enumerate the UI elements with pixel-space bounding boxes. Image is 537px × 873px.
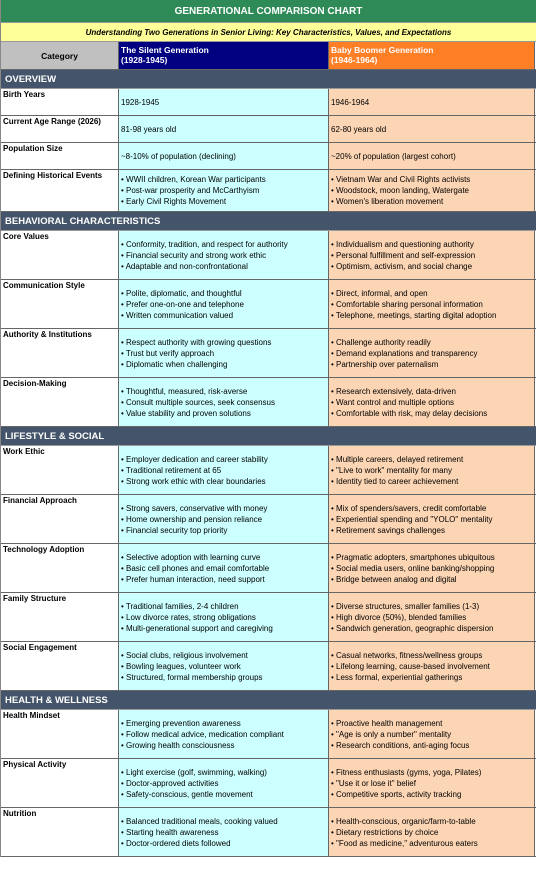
- silent-cell: [119, 808, 329, 856]
- cell-line: • Early Civil Rights Movement: [121, 197, 227, 206]
- cell-line: 62-80 years old: [331, 124, 387, 134]
- cell-line: • Dietary restrictions by choice: [331, 827, 439, 837]
- row-category: Authority & Institutions: [1, 329, 119, 377]
- cell-line: • Partnership over paternalism: [331, 359, 439, 369]
- cell-line: • Financial security top priority: [121, 525, 228, 535]
- boomer-cell: [329, 593, 535, 641]
- boomer-cell: [329, 378, 535, 426]
- cell-line: • Basic cell phones and email comfortable: [121, 563, 270, 573]
- section-behavioral: BEHAVIORAL CHARACTERISTICS: [1, 212, 536, 231]
- cell-line: • Doctor-approved activities: [121, 778, 219, 788]
- cell-line: • Sandwich generation, geographic dispersion: [331, 623, 494, 633]
- cell-line: • Proactive health management: [331, 718, 443, 728]
- row-category: Population Size: [1, 143, 119, 169]
- row-category: Core Values: [1, 231, 119, 279]
- silent-cell: [119, 642, 329, 690]
- boomer-cell: [329, 495, 535, 543]
- silent-cell: [119, 280, 329, 328]
- cell-line: • Follow medical advice, medication compliant: [121, 729, 284, 739]
- section-lifestyle-social: LIFESTYLE & SOCIAL: [1, 427, 536, 446]
- silent-cell: [119, 378, 329, 426]
- row-category: Birth Years: [1, 89, 119, 115]
- silent-cell: [119, 89, 329, 115]
- cell-line: • Thoughtful, measured, risk-averse: [121, 386, 248, 396]
- cell-line: 81-98 years old: [121, 124, 177, 134]
- table-row: [1, 495, 536, 544]
- table-row: [1, 642, 536, 691]
- cell-line: • Bridge between analog and digital: [331, 574, 457, 584]
- cell-line: • Mix of spenders/savers, credit comfortable: [331, 503, 487, 513]
- table-row: [1, 808, 536, 857]
- row-category: Work Ethic: [1, 446, 119, 494]
- silent-cell: [119, 329, 329, 377]
- boomer-cell: [329, 280, 535, 328]
- cell-line: • Personal fulfillment and self-expression: [331, 250, 476, 260]
- cell-line: • Growing health consciousness: [121, 740, 235, 750]
- boomer-cell: [329, 808, 535, 856]
- cell-line: • Selective adoption with learning curve: [121, 552, 261, 562]
- cell-line: • Less formal, experiential gatherings: [331, 672, 463, 682]
- header-boomer-years: (1946-1964): [331, 55, 378, 65]
- cell-line: • Fitness enthusiasts (gyms, yoga, Pilates): [331, 767, 482, 777]
- table-row: [1, 593, 536, 642]
- table-row: [1, 170, 536, 212]
- cell-line: • Comfortable with risk, may delay decisions: [331, 408, 488, 418]
- cell-line: • Demand explanations and transparency: [331, 348, 478, 358]
- boomer-cell: [329, 231, 535, 279]
- table-row: [1, 143, 536, 170]
- cell-line: • Adaptable and non-confrontational: [121, 261, 248, 271]
- cell-line: • Research extensively, data-driven: [331, 386, 456, 396]
- row-category: Communication Style: [1, 280, 119, 328]
- table-row: [1, 116, 536, 143]
- cell-line: • Emerging prevention awareness: [121, 718, 241, 728]
- row-category: Financial Approach: [1, 495, 119, 543]
- cell-line: • Competitive sports, activity tracking: [331, 789, 462, 799]
- boomer-cell: [329, 710, 535, 758]
- cell-line: • Direct, informal, and open: [331, 288, 428, 298]
- cell-line: • Prefer human interaction, need support: [121, 574, 265, 584]
- boomer-cell: [329, 642, 535, 690]
- silent-cell: [119, 759, 329, 807]
- cell-line: • Telephone, meetings, starting digital adoption: [331, 310, 497, 320]
- cell-line: • Retirement savings challenges: [331, 525, 445, 535]
- cell-line: • Respect authority with growing questions: [121, 337, 272, 347]
- section-health-wellness: HEALTH & WELLNESS: [1, 691, 536, 710]
- boomer-cell: [329, 143, 535, 169]
- cell-line: • Value stability and proven solutions: [121, 408, 251, 418]
- header-boomer-name: Baby Boomer Generation: [331, 45, 434, 55]
- cell-line: • Structured, formal membership groups: [121, 672, 263, 682]
- table-row: [1, 759, 536, 808]
- silent-cell: [119, 231, 329, 279]
- cell-line: • Post-war prosperity and McCarthyism: [121, 186, 260, 195]
- cell-line: • Strong savers, conservative with money: [121, 503, 268, 513]
- silent-cell: [119, 544, 329, 592]
- cell-line: • Want control and multiple options: [331, 397, 455, 407]
- cell-line: 1928-1945: [121, 97, 160, 107]
- cell-line: • Health-conscious, organic/farm-to-table: [331, 816, 476, 826]
- silent-cell: [119, 593, 329, 641]
- table-row: [1, 446, 536, 495]
- boomer-cell: [329, 446, 535, 494]
- table-row: [1, 89, 536, 116]
- row-category: Social Engagement: [1, 642, 119, 690]
- silent-cell: [119, 170, 329, 211]
- table-row: [1, 710, 536, 759]
- cell-line: ~8-10% of population (declining): [121, 151, 236, 161]
- table-row: [1, 329, 536, 378]
- boomer-cell: [329, 759, 535, 807]
- table-row: [1, 280, 536, 329]
- table-row: [1, 544, 536, 593]
- silent-cell: [119, 446, 329, 494]
- cell-line: • Individualism and questioning authority: [331, 239, 474, 249]
- row-category: Decision-Making: [1, 378, 119, 426]
- cell-line: • Women's liberation movement: [331, 197, 444, 206]
- cell-line: • Consult multiple sources, seek consensus: [121, 397, 275, 407]
- silent-cell: [119, 143, 329, 169]
- row-category: Defining Historical Events: [1, 170, 119, 211]
- boomer-cell: [329, 116, 535, 142]
- cell-line: • Written communication valued: [121, 310, 234, 320]
- cell-line: • Financial security and strong work ethic: [121, 250, 267, 260]
- boomer-cell: [329, 544, 535, 592]
- cell-line: • "Age is only a number" mentality: [331, 729, 452, 739]
- boomer-cell: [329, 170, 535, 211]
- row-category: Family Structure: [1, 593, 119, 641]
- boomer-cell: [329, 89, 535, 115]
- row-category: Health Mindset: [1, 710, 119, 758]
- silent-cell: [119, 710, 329, 758]
- chart-title: GENERATIONAL COMPARISON CHART: [1, 0, 536, 23]
- table-row: [1, 231, 536, 280]
- cell-line: • Social clubs, religious involvement: [121, 650, 248, 660]
- cell-line: • Conformity, tradition, and respect for authority: [121, 239, 288, 249]
- cell-line: • Employer dedication and career stability: [121, 454, 268, 464]
- cell-line: • "Food as medicine," adventurous eaters: [331, 838, 478, 848]
- cell-line: • Multiple careers, delayed retirement: [331, 454, 464, 464]
- cell-line: • Diverse structures, smaller families (1-3): [331, 601, 480, 611]
- cell-line: • Social media users, online banking/shopping: [331, 563, 495, 573]
- cell-line: • "Use it or lose it" belief: [331, 778, 416, 788]
- cell-line: • Doctor-ordered diets followed: [121, 838, 231, 848]
- cell-line: • Prefer one-on-one and telephone: [121, 299, 244, 309]
- silent-cell: [119, 495, 329, 543]
- cell-line: • "Live to work" mentality for many: [331, 465, 452, 475]
- cell-line: 1946-1964: [331, 97, 370, 107]
- cell-line: • WWII children, Korean War participants: [121, 175, 266, 184]
- cell-line: • Trust but verify approach: [121, 348, 215, 358]
- header-silent-generation: [119, 42, 329, 69]
- boomer-cell: [329, 329, 535, 377]
- cell-line: • Multi-generational support and caregiving: [121, 623, 273, 633]
- cell-line: • Home ownership and pension reliance: [121, 514, 263, 524]
- cell-line: • Optimism, activism, and social change: [331, 261, 473, 271]
- cell-line: • Lifelong learning, cause-based involvement: [331, 661, 490, 671]
- cell-line: • Identity tied to career achievement: [331, 476, 459, 486]
- header-silent-years: (1928-1945): [121, 55, 168, 65]
- cell-line: • Experiential spending and "YOLO" mentality: [331, 514, 493, 524]
- cell-line: • Research conditions, anti-aging focus: [331, 740, 470, 750]
- cell-line: • Traditional retirement at 65: [121, 465, 222, 475]
- row-category: Physical Activity: [1, 759, 119, 807]
- row-category: Current Age Range (2026): [1, 116, 119, 142]
- cell-line: • Pragmatic adopters, smartphones ubiquitous: [331, 552, 495, 562]
- cell-line: • Light exercise (golf, swimming, walking): [121, 767, 267, 777]
- cell-line: • Traditional families, 2-4 children: [121, 601, 239, 611]
- chart-subtitle: Understanding Two Generations in Senior Living: Key Characteristics, Values, and Expectations: [1, 23, 536, 42]
- cell-line: • Comfortable sharing personal information: [331, 299, 483, 309]
- cell-line: • Low divorce rates, strong obligations: [121, 612, 256, 622]
- cell-line: • Diplomatic when challenging: [121, 359, 228, 369]
- header-silent-name: The Silent Generation: [121, 45, 209, 55]
- silent-cell: [119, 116, 329, 142]
- table-row: [1, 378, 536, 427]
- cell-line: • Casual networks, fitness/wellness groups: [331, 650, 483, 660]
- header-category: Category: [1, 42, 119, 69]
- row-category: Technology Adoption: [1, 544, 119, 592]
- header-baby-boomer: [329, 42, 535, 69]
- row-category: Nutrition: [1, 808, 119, 856]
- cell-line: • Challenge authority readily: [331, 337, 431, 347]
- cell-line: • Bowling leagues, volunteer work: [121, 661, 241, 671]
- cell-line: • Strong work ethic with clear boundaries: [121, 476, 266, 486]
- cell-line: • Starting health awareness: [121, 827, 219, 837]
- section-overview: OVERVIEW: [1, 70, 536, 89]
- cell-line: • Vietnam War and Civil Rights activists: [331, 175, 471, 184]
- cell-line: • Balanced traditional meals, cooking valued: [121, 816, 278, 826]
- cell-line: ~20% of population (largest cohort): [331, 151, 456, 161]
- cell-line: • High divorce (50%), blended families: [331, 612, 467, 622]
- column-header-row: [1, 42, 536, 70]
- cell-line: • Polite, diplomatic, and thoughtful: [121, 288, 242, 298]
- cell-line: • Safety-conscious, gentle movement: [121, 789, 253, 799]
- cell-line: • Woodstock, moon landing, Watergate: [331, 186, 469, 195]
